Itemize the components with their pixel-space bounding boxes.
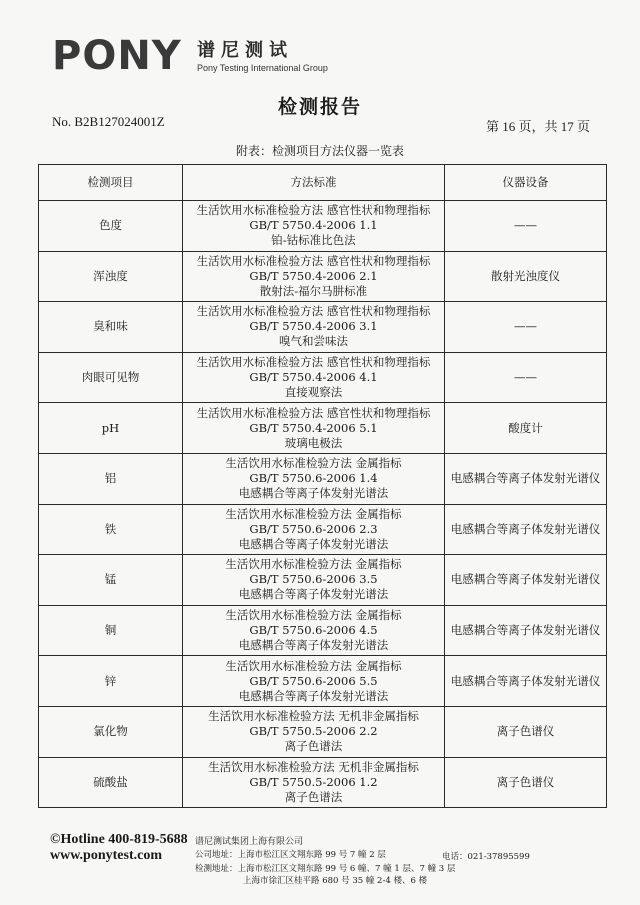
company-logo (52, 34, 382, 80)
test-item-cell: 锰 (39, 555, 183, 606)
method-cell (183, 605, 445, 656)
method-line: GB/T 5750.4-2006 4.1 (249, 370, 378, 385)
instrument-cell: 电感耦合等离子体发射光谱仪 (445, 656, 607, 707)
instrument-cell: —— (445, 302, 607, 353)
method-line: 生活饮用水标准检验方法 无机非金属指标 (208, 709, 419, 724)
instrument-cell: 散射光浊度仪 (445, 251, 607, 302)
method-line: 离子色谱法 (284, 789, 343, 804)
instrument-cell: 酸度计 (445, 403, 607, 454)
logo-wordmark: PONY (52, 33, 182, 79)
method-line: 生活饮用水标准检验方法 金属指标 (225, 456, 402, 471)
page-indicator: 第 16 页，共 17 页 (485, 119, 590, 134)
instrument-cell: 电感耦合等离子体发射光谱仪 (445, 453, 607, 504)
method-line: 电感耦合等离子体发射光谱法 (238, 638, 389, 653)
table-row (39, 605, 607, 656)
table-row (39, 352, 607, 403)
method-line: 直接观察法 (284, 385, 343, 400)
test-item-cell: 肉眼可见物 (39, 352, 183, 403)
table-row (39, 201, 607, 252)
company-address: 公司地址：上海市松江区文翔东路 99 号 7 幢 2 层 (195, 850, 386, 860)
method-line: 生活饮用水标准检验方法 金属指标 (225, 608, 402, 623)
method-line: 离子色谱法 (284, 739, 343, 754)
method-line: 电感耦合等离子体发射光谱法 (238, 587, 389, 602)
instrument-cell: 离子色谱仪 (445, 706, 607, 757)
logo-chinese-name: 谱尼测试 (197, 40, 293, 61)
instrument-cell: 离子色谱仪 (445, 757, 607, 808)
test-item-cell: pH (39, 403, 183, 454)
header-method-standard: 方法标准 (183, 165, 445, 201)
method-cell (183, 757, 445, 808)
method-line: 嗅气和尝味法 (279, 334, 348, 349)
method-line: GB/T 5750.5-2006 2.2 (249, 724, 378, 739)
method-line: 生活饮用水标准检验方法 感官性状和物理指标 (196, 203, 431, 218)
method-line: 电感耦合等离子体发射光谱法 (238, 688, 389, 703)
test-item-cell: 氯化物 (39, 706, 183, 757)
instrument-cell: 电感耦合等离子体发射光谱仪 (445, 504, 607, 555)
method-line: GB/T 5750.5-2006 1.2 (249, 774, 378, 789)
method-line: 电感耦合等离子体发射光谱法 (238, 536, 389, 551)
method-line: 生活饮用水标准检验方法 无机非金属指标 (208, 759, 419, 774)
instrument-cell: —— (445, 201, 607, 252)
method-cell (183, 555, 445, 606)
table-row (39, 656, 607, 707)
table-row (39, 251, 607, 302)
method-line: 生活饮用水标准检验方法 金属指标 (225, 557, 402, 572)
annex-title: 附表：检测项目方法仪器一览表 (235, 144, 404, 158)
method-instrument-table (38, 164, 607, 808)
page-footer (50, 828, 610, 898)
telephone: 电话：021-37895599 (442, 852, 530, 862)
method-cell (183, 352, 445, 403)
lab-address-2: 上海市徐汇区桂平路 680 号 35 幢 2-4 楼、6 楼 (243, 876, 428, 886)
method-line: GB/T 5750.6-2006 4.5 (249, 623, 378, 638)
method-line: GB/T 5750.4-2006 5.1 (249, 420, 378, 435)
logo-english-name: Pony Testing International Group (197, 63, 328, 73)
method-line: 铂-钴标准比色法 (271, 233, 356, 248)
method-cell (183, 706, 445, 757)
method-cell (183, 251, 445, 302)
method-line: 玻璃电极法 (284, 435, 343, 450)
test-item-cell: 色度 (39, 201, 183, 252)
hotline: ©Hotline 400-819-5688 (50, 832, 188, 847)
method-line: 生活饮用水标准检验方法 感官性状和物理指标 (196, 253, 431, 268)
website: www.ponytest.com (50, 848, 162, 863)
test-item-cell: 硫酸盐 (39, 757, 183, 808)
method-cell (183, 504, 445, 555)
table-row (39, 302, 607, 353)
table-row (39, 555, 607, 606)
method-line: GB/T 5750.6-2006 1.4 (249, 471, 378, 486)
report-number: No. B2B127024001Z (52, 114, 165, 129)
report-title: 检测报告 (277, 96, 362, 118)
method-line: GB/T 5750.4-2006 1.1 (249, 218, 378, 233)
method-line: 生活饮用水标准检验方法 金属指标 (225, 658, 402, 673)
method-line: 生活饮用水标准检验方法 感官性状和物理指标 (196, 355, 431, 370)
method-cell (183, 403, 445, 454)
header-test-item: 检测项目 (39, 165, 183, 201)
method-line: GB/T 5750.6-2006 3.5 (249, 572, 378, 587)
method-line: 散射法-福尔马肼标准 (259, 283, 368, 298)
test-item-cell: 臭和味 (39, 302, 183, 353)
test-item-cell: 浑浊度 (39, 251, 183, 302)
method-cell (183, 453, 445, 504)
test-item-cell: 锌 (39, 656, 183, 707)
instrument-cell: —— (445, 352, 607, 403)
test-item-cell: 铜 (39, 605, 183, 656)
company-name: 谱尼测试集团上海有限公司 (195, 837, 304, 847)
table-row (39, 706, 607, 757)
method-line: 生活饮用水标准检验方法 金属指标 (225, 506, 402, 521)
method-cell (183, 302, 445, 353)
method-line: GB/T 5750.6-2006 2.3 (249, 521, 378, 536)
test-item-cell: 铝 (39, 453, 183, 504)
method-line: GB/T 5750.6-2006 5.5 (249, 673, 378, 688)
table-row (39, 757, 607, 808)
test-item-cell: 铁 (39, 504, 183, 555)
method-cell (183, 656, 445, 707)
header-instrument: 仪器设备 (445, 165, 607, 201)
method-line: 生活饮用水标准检验方法 感官性状和物理指标 (196, 304, 431, 319)
method-line: GB/T 5750.4-2006 2.1 (249, 268, 378, 283)
method-line: 电感耦合等离子体发射光谱法 (238, 486, 389, 501)
method-cell (183, 201, 445, 252)
instrument-cell: 电感耦合等离子体发射光谱仪 (445, 605, 607, 656)
lab-address: 检测地址：上海市松江区文翔东路 99 号 6 幢、7 幢 1 层、7 幢 3 层 (195, 864, 456, 874)
method-line: 生活饮用水标准检验方法 感官性状和物理指标 (196, 405, 431, 420)
table-row (39, 403, 607, 454)
instrument-cell: 电感耦合等离子体发射光谱仪 (445, 555, 607, 606)
copyright-icon: © (50, 832, 61, 847)
table-row (39, 453, 607, 504)
table-header-row (39, 165, 607, 201)
method-line: GB/T 5750.4-2006 3.1 (249, 319, 378, 334)
table-row (39, 504, 607, 555)
